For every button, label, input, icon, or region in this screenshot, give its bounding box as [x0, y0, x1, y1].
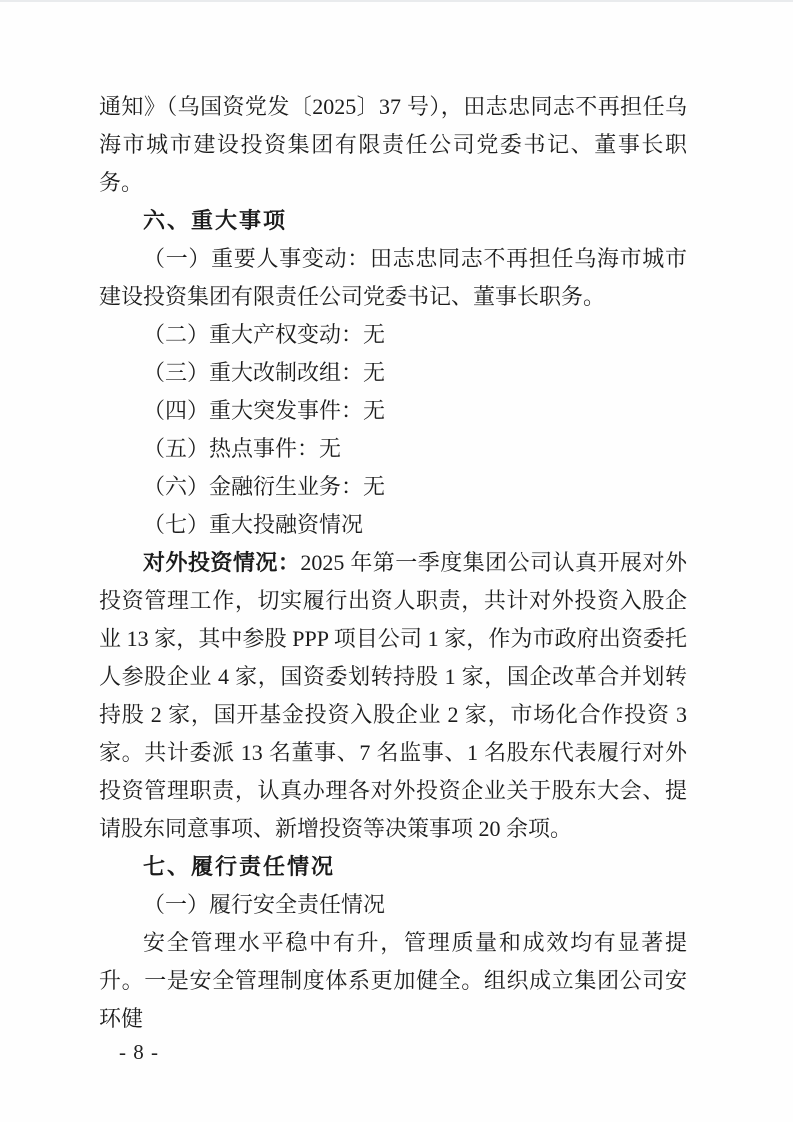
heading-section-6-major-events: 六、重大事项 [143, 208, 288, 233]
subheading-safety-responsibility: （一）履行安全责任情况 [143, 892, 386, 917]
item-1-personnel-change: （一）重要人事变动：田志忠同志不再担任乌海市城市建设投资集团有限责任公司党委书记、董事长职务。 [99, 246, 687, 309]
paragraph-safety-management: 安全管理水平稳中有升，管理质量和成效均有显著提升。一是安全管理制度体系更加健全。组织成立集团公司安环健 [99, 930, 687, 1031]
item-7-major-investment-financing: （七）重大投融资情况 [143, 512, 364, 537]
external-investment-text: 2025 年第一季度集团公司认真开展对外投资管理工作，切实履行出资人职责，共计对外投资入股企业 13 家，其中参股 PPP 项目公司 1 家，作为市政府出资委托人参股企业 4 家，国资委划转持股 1 家，国企改革合并划转持股 2 家，国开基金投资入股企业 2 家，市场化合作投资 3 家。共计委派 13 名董事、7 名监事、1 名股东代表履行对外投资管理职责，认真办理各对外投资企业关于股东大会、提请股东同意事项、新增投资等决策事项 20 余项。 [99, 550, 687, 841]
document-body [99, 88, 687, 1038]
heading-section-7-responsibility: 七、履行责任情况 [143, 854, 336, 879]
paragraph-external-investment [99, 544, 687, 848]
item-6-financial-derivatives: （六）金融衍生业务：无 [143, 474, 386, 499]
item-4-major-emergencies: （四）重大突发事件：无 [143, 398, 386, 423]
item-5-hot-events: （五）热点事件：无 [143, 436, 342, 461]
item-3-restructuring: （三）重大改制改组：无 [143, 360, 386, 385]
paragraph-notice-continuation: 通知》（乌国资党发〔2025〕37 号），田志忠同志不再担任乌海市城市建设投资集团有限责任公司党委书记、董事长职务。 [99, 94, 687, 195]
external-investment-label: 对外投资情况： [143, 550, 301, 575]
item-2-property-rights-change: （二）重大产权变动：无 [143, 322, 386, 347]
page-number: - 8 - [119, 1040, 159, 1064]
scan-edge-artifact [0, 0, 793, 2]
